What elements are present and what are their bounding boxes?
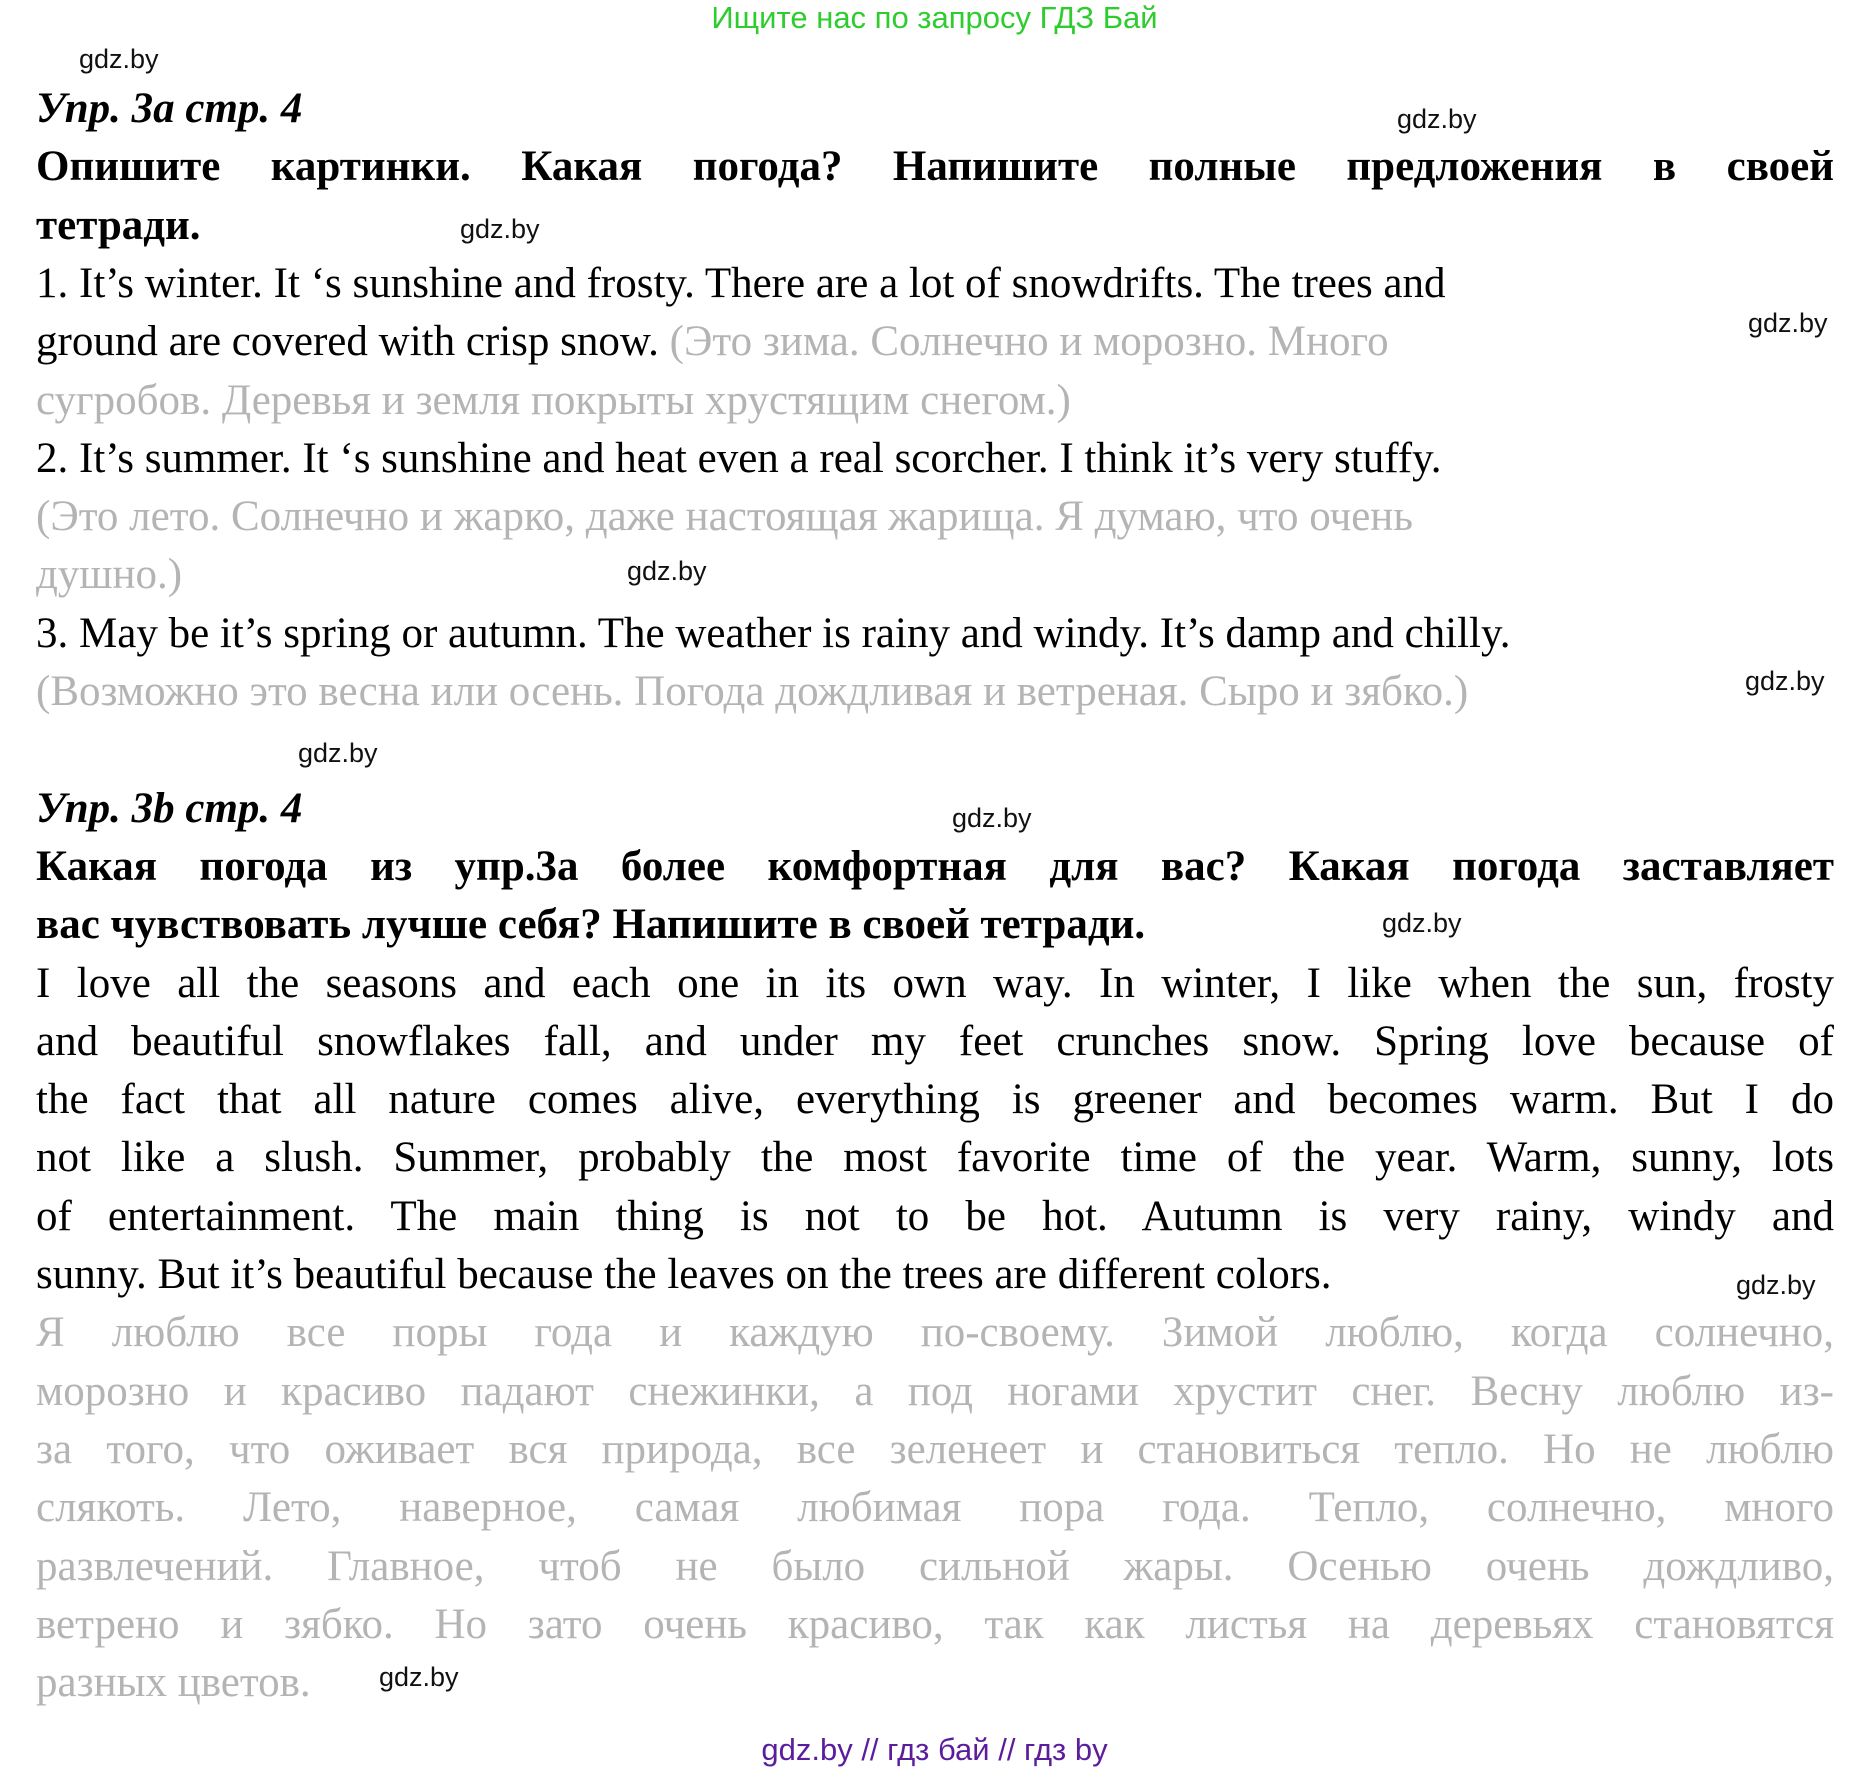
answer-text: and beautiful snowflakes fall, and under my feet crunches snow. Spring love because of	[36, 1017, 1834, 1065]
task-text: Какая погода из упр.3a более комфортная для вас? Какая погода заставляет	[36, 842, 1834, 890]
gdz-watermark: gdz.by	[1748, 308, 1828, 338]
text-line	[36, 896, 1834, 954]
translation-text: слякоть. Лето, наверное, самая любимая пора года. Тепло, солнечно, много	[36, 1484, 1834, 1532]
answer-text: not like a slush. Summer, probably the most favorite time of the year. Warm, sunny, lots	[36, 1134, 1834, 1182]
gdz-watermark: gdz.by	[79, 44, 159, 74]
translation-text: душно.)	[36, 551, 183, 599]
text-line	[36, 313, 1834, 371]
text-line	[36, 1071, 1834, 1129]
gdz-watermark: gdz.by	[1397, 104, 1477, 134]
task-text: вас чувствовать лучше себя? Напишите в своей тетради.	[36, 901, 1146, 949]
text-line	[36, 1363, 1834, 1421]
text-line	[36, 955, 1834, 1013]
translation-text: морозно и красиво падают снежинки, а под ногами хрустит снег. Весну люблю из-	[36, 1367, 1834, 1415]
answer-text: 3. May be it’s spring or autumn. The weather is rainy and windy. It’s damp and chilly.	[36, 609, 1511, 657]
translation-text: развлечений. Главное, чтоб не было сильной жары. Осенью очень дождливо,	[36, 1542, 1834, 1590]
task-text: Опишите картинки. Какая погода? Напишите полные предложения в своей	[36, 143, 1834, 191]
answer-text: ground are covered with crisp snow.	[36, 318, 670, 366]
gdz-watermark: gdz.by	[627, 556, 707, 586]
text-line	[36, 1129, 1834, 1187]
text-line	[36, 197, 1834, 255]
gdz-watermark: gdz.by	[298, 738, 378, 768]
footer-watermark: gdz.by // гдз бай // гдз by	[761, 1732, 1108, 1767]
text-line	[36, 605, 1834, 663]
text-line	[36, 546, 1834, 604]
gdz-watermark: gdz.by	[379, 1662, 459, 1692]
translation-text: ветрено и зябко. Но зато очень красиво, так как листья на деревьях становятся	[36, 1600, 1834, 1648]
translation-text: (Это лето. Солнечно и жарко, даже настоящая жарища. Я думаю, что очень	[36, 493, 1413, 541]
translation-text: Я люблю все поры года и каждую по-своему. Зимой люблю, когда солнечно,	[36, 1309, 1834, 1357]
translation-text: сугробов. Деревья и земля покрыты хрустящим снегом.)	[36, 376, 1071, 424]
text-line	[36, 1246, 1834, 1304]
text-line	[36, 663, 1834, 721]
translation-text: (Возможно это весна или осень. Погода дождливая и ветреная. Сыро и зябко.)	[36, 668, 1469, 715]
text-line	[36, 255, 1834, 313]
gdz-watermark: gdz.by	[952, 803, 1032, 833]
answer-text: of entertainment. The main thing is not to be hot. Autumn is very rainy, windy and	[36, 1192, 1834, 1240]
gdz-watermark: gdz.by	[1745, 666, 1825, 696]
text-line	[36, 1304, 1834, 1362]
text-line	[36, 138, 1834, 196]
translation-text: за того, что оживает вся природа, все зеленеет и становиться тепло. Но не люблю	[36, 1425, 1834, 1473]
text-line	[36, 430, 1834, 488]
text-line	[36, 780, 1834, 838]
search-banner: Ищите нас по запросу ГДЗ Бай	[711, 0, 1158, 35]
translation-text: (Это зима. Солнечно и морозно. Много	[669, 318, 1389, 366]
exercise-title: Упр. 3b стр. 4	[36, 784, 303, 832]
gdz-watermark: gdz.by	[460, 214, 540, 244]
answer-text: 1. It’s winter. It ‘s sunshine and frosty. There are a lot of snowdrifts. The trees and	[36, 259, 1446, 307]
exercise-title: Упр. 3a стр. 4	[36, 85, 303, 132]
text-line	[36, 372, 1834, 430]
answer-text: sunny. But it’s beautiful because the leaves on the trees are different colors.	[36, 1251, 1332, 1298]
text-line	[36, 1421, 1834, 1479]
text-line	[36, 1479, 1834, 1537]
text-line	[36, 1013, 1834, 1071]
gdz-watermark: gdz.by	[1736, 1270, 1816, 1300]
text-line	[36, 1654, 1834, 1712]
gdz-watermark: gdz.by	[1382, 908, 1462, 938]
text-line	[36, 838, 1834, 896]
task-text: тетради.	[36, 201, 201, 249]
text-line	[36, 488, 1834, 546]
text-line	[36, 80, 1834, 138]
answer-text: I love all the seasons and each one in its own way. In winter, I like when the sun, frosty	[36, 959, 1834, 1007]
answer-text: the fact that all nature comes alive, everything is greener and becomes warm. But I do	[36, 1076, 1834, 1124]
text-line	[36, 1596, 1834, 1654]
text-line	[36, 1188, 1834, 1246]
answer-text: 2. It’s summer. It ‘s sunshine and heat even a real scorcher. I think it’s very stuffy.	[36, 434, 1442, 482]
text-line	[36, 1538, 1834, 1596]
translation-text: разных цветов.	[36, 1659, 311, 1707]
